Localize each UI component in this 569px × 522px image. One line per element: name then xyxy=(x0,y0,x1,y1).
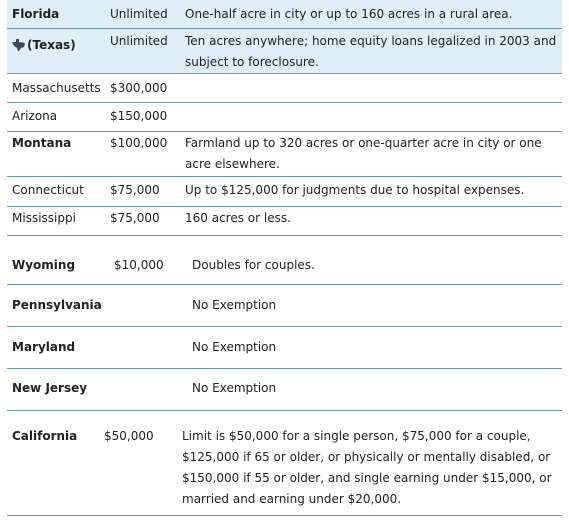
state-name: Wyoming xyxy=(12,258,76,272)
exemption-note: No Exemption xyxy=(192,298,277,312)
state-name: Mississippi xyxy=(12,211,76,225)
exemption-note: No Exemption xyxy=(192,381,277,395)
state-name: (Texas) xyxy=(27,38,76,52)
exemption-amount: $75,000 xyxy=(110,183,160,197)
state-name: Connecticut xyxy=(12,183,84,197)
state-name: Maryland xyxy=(12,340,76,354)
state-name: New Jersey xyxy=(12,381,88,395)
table-row xyxy=(7,177,562,207)
exemption-note: Up to $125,000 for judgments due to hospital expenses. xyxy=(185,183,525,197)
exemption-amount: $10,000 xyxy=(114,258,164,272)
state-name: Florida xyxy=(12,7,60,21)
state-name: Massachusetts xyxy=(12,81,101,95)
table-row xyxy=(7,74,562,103)
exemption-amount: Unlimited xyxy=(110,34,168,48)
exemption-note: 160 acres or less. xyxy=(185,211,291,225)
table-row xyxy=(7,207,562,236)
exemption-amount: $150,000 xyxy=(110,109,168,123)
exemption-note: Ten acres anywhere; home equity loans legalized in 2003 and subject to foreclosure. xyxy=(185,34,557,69)
table-row xyxy=(7,411,562,516)
exemption-amount: Unlimited xyxy=(110,7,168,21)
table-row xyxy=(7,369,562,411)
exemption-amount: $300,000 xyxy=(110,81,168,95)
state-name: California xyxy=(12,429,78,443)
exemption-note: Doubles for couples. xyxy=(192,258,315,272)
table-row xyxy=(7,248,562,285)
state-name: Montana xyxy=(12,136,72,150)
exemption-note: No Exemption xyxy=(192,340,277,354)
texas-shape-icon xyxy=(12,39,25,51)
exemption-amount: $75,000 xyxy=(110,211,160,225)
table-row xyxy=(7,132,562,177)
exemption-note: Farmland up to 320 acres or one-quarter acre in city or one acre elsewhere. xyxy=(185,136,542,171)
state-cell xyxy=(12,35,76,56)
table-row xyxy=(7,285,562,327)
exemption-note: One-half acre in city or up to 160 acres in a rural area. xyxy=(185,7,513,21)
state-name: Pennsylvania xyxy=(12,298,102,312)
table-row xyxy=(7,0,562,29)
exemption-amount: $50,000 xyxy=(104,429,154,443)
table-row xyxy=(7,327,562,369)
table-row xyxy=(7,103,562,132)
exemption-note: Limit is $50,000 for a single person, $75,000 for a couple, $125,000 if 65 or older, or physically or mentally disabled, or $150,000 if 55 or older, and single earning under $15,000, or married and earning under $20,000. xyxy=(182,429,552,506)
exemption-amount: $100,000 xyxy=(110,136,168,150)
state-name: Arizona xyxy=(12,109,58,123)
table-row xyxy=(7,29,562,74)
